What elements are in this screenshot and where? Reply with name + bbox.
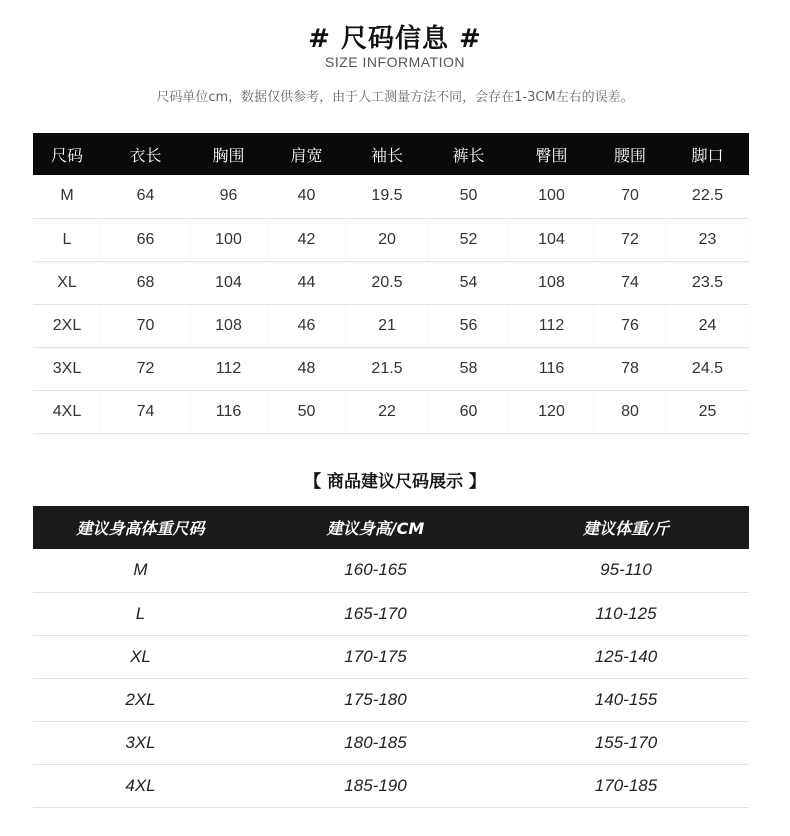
column-header: 建议身高/CM bbox=[248, 506, 503, 549]
column-header: 衣长 bbox=[101, 133, 190, 175]
table-cell: 108 bbox=[538, 273, 565, 291]
table-cell: 52 bbox=[428, 218, 509, 261]
table-cell: 24 bbox=[666, 304, 749, 347]
table-cell: 175-180 bbox=[248, 678, 503, 721]
table-cell: 21.5 bbox=[371, 359, 403, 377]
table-cell: 116 bbox=[190, 390, 267, 433]
table-cell: 68 bbox=[136, 273, 155, 291]
table-cell: 50 bbox=[459, 187, 478, 205]
table-row bbox=[33, 261, 749, 304]
size-table-header bbox=[33, 133, 749, 175]
table-cell: 70 bbox=[101, 304, 190, 347]
table-cell: 23 bbox=[666, 218, 749, 261]
table-cell: 100 bbox=[190, 218, 267, 261]
table-cell: M bbox=[60, 187, 74, 205]
table-cell: 125-140 bbox=[594, 646, 658, 666]
table-cell: 78 bbox=[621, 359, 639, 377]
table-cell: 64 bbox=[136, 187, 155, 205]
table-cell: 76 bbox=[594, 304, 666, 347]
measurement-note: 尺码单位cm，数据仅供参考，由于人工测量方法不同，会存在1-3CM左右的误差。 bbox=[156, 90, 634, 105]
table-cell: 46 bbox=[267, 304, 346, 347]
table-cell: 74 bbox=[621, 273, 639, 291]
table-cell: 104 bbox=[509, 218, 594, 261]
column-header: 脚口 bbox=[666, 133, 749, 175]
table-cell: 100 bbox=[538, 187, 565, 205]
table-row bbox=[33, 304, 749, 347]
table-cell: 42 bbox=[267, 218, 346, 261]
column-header: 裤长 bbox=[428, 133, 509, 175]
page-subtitle: SIZE INFORMATION bbox=[325, 54, 465, 70]
table-cell: 22 bbox=[346, 390, 428, 433]
table-cell: 50 bbox=[267, 390, 346, 433]
table-row bbox=[33, 592, 749, 635]
table-cell: XL bbox=[130, 646, 151, 666]
table-row bbox=[33, 549, 749, 592]
table-cell: 56 bbox=[428, 304, 509, 347]
table-cell: 20.5 bbox=[371, 273, 403, 291]
table-cell: 155-170 bbox=[594, 732, 658, 752]
table-cell: L bbox=[33, 592, 248, 635]
column-header: 肩宽 bbox=[267, 133, 346, 175]
page-title: # 尺码信息 # bbox=[308, 24, 482, 54]
table-cell: 4XL bbox=[33, 390, 101, 433]
table-cell: L bbox=[33, 218, 101, 261]
table-cell: 23.5 bbox=[691, 273, 724, 291]
recommend-table-header bbox=[33, 506, 749, 549]
table-cell: 2XL bbox=[33, 304, 101, 347]
table-row bbox=[33, 678, 749, 721]
table-cell: 58 bbox=[459, 359, 478, 377]
table-cell: 104 bbox=[215, 273, 242, 291]
table-cell: 3XL bbox=[125, 732, 156, 752]
table-cell: 60 bbox=[428, 390, 509, 433]
table-cell: 140-155 bbox=[503, 678, 749, 721]
table-cell: 54 bbox=[459, 273, 478, 291]
table-row bbox=[33, 390, 749, 433]
recommend-table bbox=[33, 506, 749, 808]
column-header: 袖长 bbox=[346, 133, 428, 175]
column-header: 建议体重/斤 bbox=[503, 506, 749, 549]
table-row bbox=[33, 721, 749, 764]
table-cell: 22.5 bbox=[691, 187, 724, 205]
table-row bbox=[33, 347, 749, 390]
size-table bbox=[33, 133, 749, 434]
column-header: 建议身高体重尺码 bbox=[33, 506, 248, 549]
table-cell: 3XL bbox=[52, 359, 82, 377]
table-cell: 160-165 bbox=[344, 560, 407, 580]
table-row bbox=[33, 635, 749, 678]
table-cell: 185-190 bbox=[248, 764, 503, 807]
table-cell: 19.5 bbox=[371, 187, 403, 205]
table-cell: XL bbox=[57, 273, 77, 291]
table-row bbox=[33, 175, 749, 218]
table-cell: 2XL bbox=[33, 678, 248, 721]
table-cell: 72 bbox=[594, 218, 666, 261]
column-header: 尺码 bbox=[33, 133, 101, 175]
table-cell: 20 bbox=[346, 218, 428, 261]
column-header: 胸围 bbox=[190, 133, 267, 175]
table-cell: 72 bbox=[136, 359, 155, 377]
column-header: 臀围 bbox=[509, 133, 594, 175]
table-cell: 66 bbox=[101, 218, 190, 261]
table-cell: 170-185 bbox=[503, 764, 749, 807]
recommend-title: 【 商品建议尺码展示 】 bbox=[304, 472, 486, 492]
table-row bbox=[33, 764, 749, 807]
table-cell: 21 bbox=[346, 304, 428, 347]
table-cell: 96 bbox=[219, 187, 238, 205]
table-cell: 80 bbox=[594, 390, 666, 433]
table-cell: 110-125 bbox=[503, 592, 749, 635]
table-cell: 40 bbox=[297, 187, 316, 205]
table-cell: 116 bbox=[538, 359, 565, 377]
table-cell: 4XL bbox=[33, 764, 248, 807]
table-cell: M bbox=[133, 560, 148, 580]
table-cell: 70 bbox=[621, 187, 639, 205]
table-cell: 25 bbox=[666, 390, 749, 433]
table-cell: 74 bbox=[101, 390, 190, 433]
table-cell: 112 bbox=[215, 359, 242, 377]
table-row bbox=[33, 218, 749, 261]
table-cell: 112 bbox=[509, 304, 594, 347]
column-header: 腰围 bbox=[594, 133, 666, 175]
table-cell: 95-110 bbox=[600, 560, 652, 580]
table-cell: 165-170 bbox=[248, 592, 503, 635]
table-cell: 120 bbox=[509, 390, 594, 433]
table-cell: 44 bbox=[297, 273, 316, 291]
table-cell: 180-185 bbox=[344, 732, 407, 752]
table-cell: 170-175 bbox=[344, 646, 407, 666]
table-cell: 108 bbox=[190, 304, 267, 347]
table-cell: 24.5 bbox=[691, 359, 724, 377]
table-cell: 48 bbox=[297, 359, 316, 377]
